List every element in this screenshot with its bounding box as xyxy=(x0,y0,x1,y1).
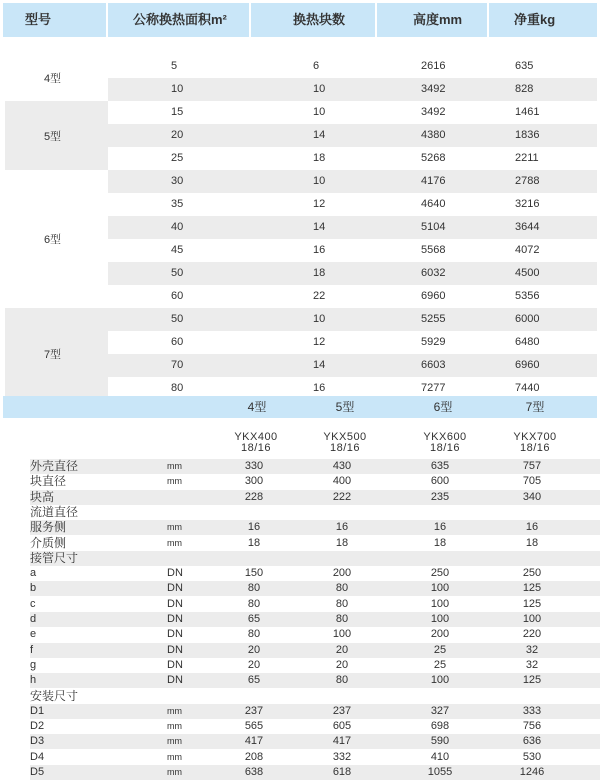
value-cell: 80 xyxy=(247,628,261,641)
area-cell: 45 xyxy=(171,244,184,256)
model-code-name: YKX400 xyxy=(234,431,278,443)
value-cell: 100 xyxy=(522,613,542,625)
value-cell: 250 xyxy=(522,567,542,580)
area-cell: 20 xyxy=(171,129,184,141)
model-code xyxy=(305,432,385,454)
table-row xyxy=(108,78,597,101)
value-cell: 125 xyxy=(522,674,542,687)
table-row xyxy=(30,658,600,673)
block-count-cell: 10 xyxy=(313,175,326,187)
value-cell: 16 xyxy=(433,521,447,534)
value-cell: 150 xyxy=(244,567,264,580)
weight-cell: 828 xyxy=(515,83,534,95)
value-cell: 125 xyxy=(522,582,542,595)
block-count-cell: 16 xyxy=(313,382,326,394)
value-cell: 300 xyxy=(244,475,264,488)
row-unit: mm xyxy=(167,751,182,762)
row-label: c xyxy=(30,597,36,610)
value-cell: 18 xyxy=(335,536,349,549)
value-cell: 80 xyxy=(335,613,349,625)
height-cell: 4640 xyxy=(421,198,446,210)
model-cell xyxy=(5,55,108,101)
table-row xyxy=(30,505,600,520)
value-cell: 16 xyxy=(525,521,539,534)
area-cell: 60 xyxy=(171,336,184,348)
weight-cell: 3216 xyxy=(515,198,540,210)
table-row xyxy=(108,285,597,308)
weight-cell: 2211 xyxy=(515,152,539,164)
table-row xyxy=(30,581,600,596)
header-area: 公称换热面积m² xyxy=(108,3,249,37)
model-code-name: YKX600 xyxy=(423,431,467,443)
row-unit: DN xyxy=(167,643,183,656)
area-cell: 50 xyxy=(171,313,184,325)
block-count-cell: 22 xyxy=(313,290,326,302)
height-cell: 6603 xyxy=(421,359,446,371)
value-cell: 20 xyxy=(335,658,349,671)
table-row xyxy=(108,331,597,354)
model-header: 5型 xyxy=(335,400,355,414)
block-count-cell: 10 xyxy=(313,83,326,95)
model-label: 5型 xyxy=(43,130,62,143)
value-cell: 80 xyxy=(335,674,349,687)
table-row xyxy=(108,354,597,377)
value-cell: 757 xyxy=(522,460,542,472)
row-label: 外壳直径 xyxy=(30,459,79,473)
value-cell: 330 xyxy=(244,460,264,472)
value-cell: 565 xyxy=(244,720,264,733)
row-unit: DN xyxy=(167,628,183,641)
row-unit: DN xyxy=(167,658,183,671)
value-cell: 228 xyxy=(244,490,264,503)
value-cell: 80 xyxy=(247,582,261,595)
value-cell: 100 xyxy=(430,674,450,687)
value-cell: 16 xyxy=(335,521,349,534)
value-cell: 200 xyxy=(430,628,450,641)
value-cell: 327 xyxy=(430,704,450,717)
value-cell: 1246 xyxy=(519,766,545,778)
value-cell: 530 xyxy=(522,750,542,763)
value-cell: 705 xyxy=(522,475,542,488)
table-row xyxy=(30,689,600,704)
header-block-count: 换热块数 xyxy=(251,3,375,37)
row-label: h xyxy=(30,674,37,687)
block-count-cell: 16 xyxy=(313,244,326,256)
table-row xyxy=(30,673,600,688)
weight-cell: 4500 xyxy=(515,267,540,279)
height-cell: 5268 xyxy=(421,152,446,164)
model-code-name: YKX700 xyxy=(513,431,557,443)
area-cell: 40 xyxy=(171,221,184,233)
value-cell: 600 xyxy=(430,475,450,488)
model-code xyxy=(495,432,575,454)
weight-cell: 1836 xyxy=(515,129,540,141)
value-cell: 417 xyxy=(244,735,264,748)
table-row xyxy=(30,459,600,474)
row-unit: DN xyxy=(167,567,183,580)
row-unit: DN xyxy=(167,674,183,687)
table2-header xyxy=(3,396,597,418)
block-count-cell: 14 xyxy=(313,221,326,233)
area-cell: 25 xyxy=(171,152,184,164)
table-row xyxy=(108,216,597,239)
value-cell: 220 xyxy=(522,628,542,641)
area-cell: 50 xyxy=(171,267,184,279)
row-unit: mm xyxy=(167,522,182,533)
model-code-name: YKX500 xyxy=(323,431,367,443)
value-cell: 20 xyxy=(335,643,349,656)
table-row xyxy=(30,750,600,765)
value-cell: 618 xyxy=(332,766,352,778)
value-cell: 100 xyxy=(430,613,450,625)
model-code xyxy=(405,432,485,454)
model-header: 7型 xyxy=(525,400,545,414)
value-cell: 80 xyxy=(247,597,261,610)
row-unit: mm xyxy=(167,767,182,777)
value-cell: 636 xyxy=(522,735,542,748)
block-count-cell: 10 xyxy=(313,106,326,118)
value-cell: 222 xyxy=(332,490,352,503)
row-label: d xyxy=(30,613,37,625)
height-cell: 6032 xyxy=(421,267,446,279)
value-cell: 25 xyxy=(433,643,447,656)
row-label: 接管尺寸 xyxy=(30,550,79,565)
value-cell: 32 xyxy=(525,643,539,656)
table-row xyxy=(30,643,600,658)
table-row xyxy=(30,551,600,566)
value-cell: 237 xyxy=(332,704,352,717)
table-row xyxy=(108,124,597,147)
height-cell: 2616 xyxy=(421,60,446,72)
block-count-cell: 12 xyxy=(313,336,326,348)
value-cell: 410 xyxy=(430,750,450,763)
value-cell: 590 xyxy=(430,735,450,748)
table-row xyxy=(108,262,597,285)
row-label: 块直径 xyxy=(30,474,67,489)
area-cell: 30 xyxy=(171,175,184,187)
weight-cell: 4072 xyxy=(515,244,540,256)
block-count-cell: 10 xyxy=(313,313,326,325)
header-weight: 净重kg xyxy=(489,3,597,37)
model-label: 4型 xyxy=(43,73,62,85)
row-label: f xyxy=(30,643,34,656)
area-cell: 70 xyxy=(171,359,184,371)
value-cell: 638 xyxy=(244,766,264,778)
model-code-rating: 18/16 xyxy=(429,442,461,454)
value-cell: 237 xyxy=(244,704,264,717)
model-cell xyxy=(5,101,108,170)
value-cell: 20 xyxy=(247,643,261,656)
area-cell: 10 xyxy=(171,83,184,95)
model-code-rating: 18/16 xyxy=(329,442,361,454)
height-cell: 3492 xyxy=(421,83,446,95)
row-label: D2 xyxy=(30,720,45,733)
value-cell: 200 xyxy=(332,567,352,580)
table-row xyxy=(30,704,600,719)
table-row xyxy=(108,147,597,170)
value-cell: 25 xyxy=(433,658,447,671)
table-row xyxy=(30,490,600,505)
value-cell: 65 xyxy=(247,674,261,687)
block-count-cell: 6 xyxy=(313,60,320,72)
row-unit: DN xyxy=(167,597,183,610)
header-height: 高度mm xyxy=(377,3,487,37)
block-count-cell: 18 xyxy=(313,152,326,164)
model-cell xyxy=(5,170,108,308)
area-cell: 5 xyxy=(171,60,178,72)
value-cell: 32 xyxy=(525,658,539,671)
table-row xyxy=(108,308,597,331)
value-cell: 332 xyxy=(332,750,352,763)
value-cell: 125 xyxy=(522,597,542,610)
row-label: b xyxy=(30,582,37,595)
model-code-rating: 18/16 xyxy=(240,442,272,454)
table-row xyxy=(30,597,600,612)
table-row xyxy=(30,719,600,734)
value-cell: 430 xyxy=(332,460,352,472)
row-label: a xyxy=(30,567,37,580)
area-cell: 60 xyxy=(171,290,184,302)
row-label: 介质侧 xyxy=(30,535,67,550)
weight-cell: 2788 xyxy=(515,175,540,187)
table1-header xyxy=(3,3,597,37)
table-row xyxy=(108,101,597,124)
height-cell: 4176 xyxy=(421,175,446,187)
row-label: D3 xyxy=(30,735,45,748)
height-cell: 5255 xyxy=(421,313,446,325)
height-cell: 5568 xyxy=(421,244,446,256)
table-row xyxy=(108,193,597,216)
block-count-cell: 12 xyxy=(313,198,326,210)
row-label: 服务侧 xyxy=(30,520,67,535)
value-cell: 100 xyxy=(430,582,450,595)
table-row xyxy=(30,734,600,749)
value-cell: 100 xyxy=(430,597,450,610)
weight-cell: 6960 xyxy=(515,359,540,371)
value-cell: 698 xyxy=(430,720,450,733)
area-cell: 35 xyxy=(171,198,184,210)
row-unit: mm xyxy=(167,476,182,487)
row-unit: mm xyxy=(167,736,182,747)
row-label: 块高 xyxy=(30,489,55,504)
value-cell: 756 xyxy=(522,720,542,733)
weight-cell: 3644 xyxy=(515,221,540,233)
weight-cell: 5356 xyxy=(515,290,540,302)
height-cell: 3492 xyxy=(421,106,446,118)
value-cell: 333 xyxy=(522,704,542,717)
value-cell: 1055 xyxy=(427,766,453,778)
row-unit: DN xyxy=(167,613,183,625)
row-label: D5 xyxy=(30,766,45,778)
block-count-cell: 18 xyxy=(313,267,326,279)
value-cell: 20 xyxy=(247,658,261,671)
table-row xyxy=(30,536,600,551)
table-row xyxy=(30,520,600,535)
model-cell xyxy=(5,308,108,400)
height-cell: 5929 xyxy=(421,336,446,348)
header-model: 型号 xyxy=(3,3,106,37)
value-cell: 80 xyxy=(335,597,349,610)
row-unit: DN xyxy=(167,582,183,595)
row-unit: mm xyxy=(167,461,182,471)
weight-cell: 1461 xyxy=(515,106,540,118)
value-cell: 16 xyxy=(247,521,261,534)
table-row xyxy=(30,474,600,489)
table-row xyxy=(30,765,600,780)
value-cell: 417 xyxy=(332,735,352,748)
value-cell: 400 xyxy=(332,475,352,488)
row-unit: mm xyxy=(167,721,182,732)
table-row xyxy=(30,566,600,581)
area-cell: 80 xyxy=(171,382,184,394)
value-cell: 80 xyxy=(335,582,349,595)
table-row xyxy=(108,239,597,262)
row-label: 流道直径 xyxy=(30,504,79,519)
table-row xyxy=(108,170,597,193)
height-cell: 7277 xyxy=(421,382,446,394)
value-cell: 208 xyxy=(244,750,264,763)
value-cell: 635 xyxy=(430,460,450,472)
value-cell: 340 xyxy=(522,490,542,503)
value-cell: 65 xyxy=(247,613,261,625)
weight-cell: 6000 xyxy=(515,313,540,325)
model-code xyxy=(216,432,296,454)
value-cell: 18 xyxy=(525,536,539,549)
area-cell: 15 xyxy=(171,106,184,118)
weight-cell: 6480 xyxy=(515,336,540,348)
weight-cell: 7440 xyxy=(515,382,540,394)
model-label: 6型 xyxy=(43,234,62,246)
value-cell: 250 xyxy=(430,567,450,580)
row-unit: mm xyxy=(167,537,182,548)
value-cell: 100 xyxy=(332,628,352,641)
table-row xyxy=(108,55,597,78)
block-count-cell: 14 xyxy=(313,129,326,141)
weight-cell: 635 xyxy=(515,60,534,72)
table-row xyxy=(30,612,600,627)
height-cell: 4380 xyxy=(421,129,446,141)
row-unit: mm xyxy=(167,705,182,716)
value-cell: 18 xyxy=(433,536,447,549)
row-label: 安装尺寸 xyxy=(30,688,79,703)
table-row xyxy=(30,627,600,642)
height-cell: 5104 xyxy=(421,221,446,233)
height-cell: 6960 xyxy=(421,290,446,302)
row-label: e xyxy=(30,628,37,641)
row-label: D4 xyxy=(30,750,45,763)
value-cell: 605 xyxy=(332,720,352,733)
block-count-cell: 14 xyxy=(313,359,326,371)
row-label: D1 xyxy=(30,704,45,717)
value-cell: 235 xyxy=(430,490,450,503)
row-label: g xyxy=(30,658,37,671)
value-cell: 18 xyxy=(247,536,261,549)
model-header: 4型 xyxy=(247,400,267,414)
model-code-rating: 18/16 xyxy=(519,442,551,454)
model-label: 7型 xyxy=(43,349,62,361)
model-header: 6型 xyxy=(433,400,453,414)
